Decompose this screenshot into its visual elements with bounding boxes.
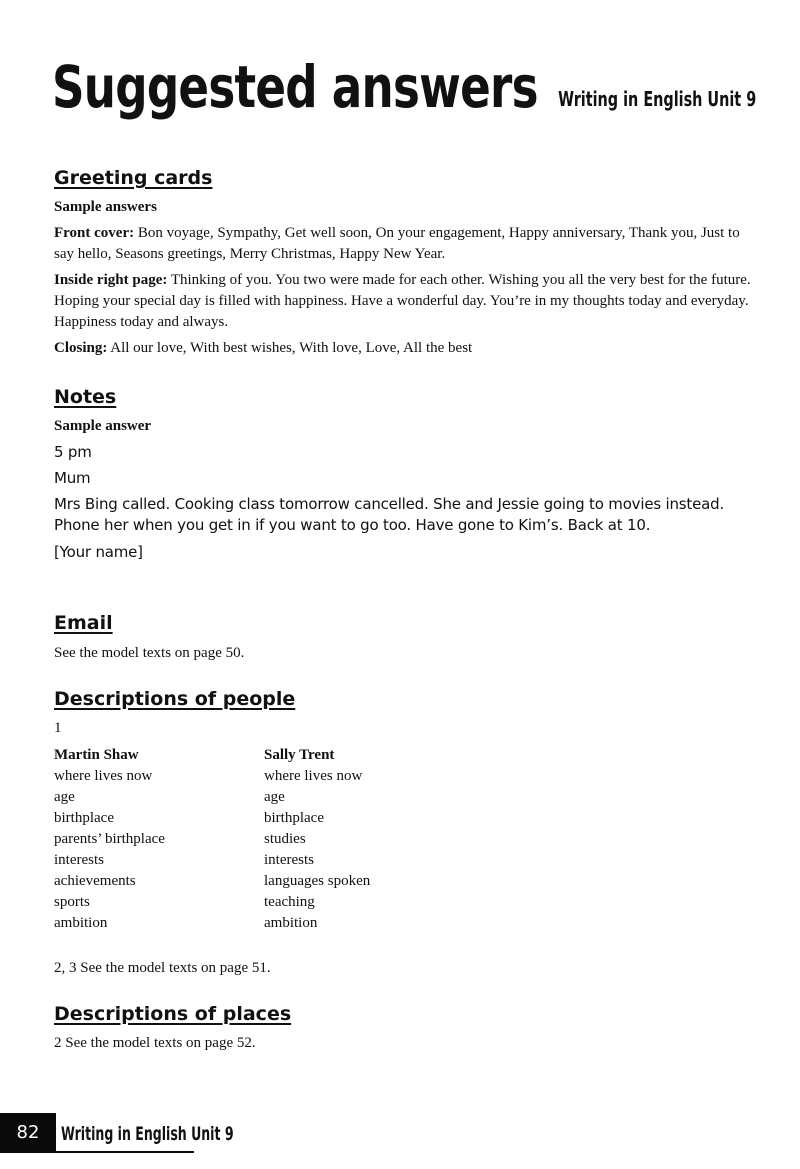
- closing-paragraph: [54, 338, 758, 359]
- greeting-cards-section: [54, 197, 758, 359]
- page-number: 82: [0, 1113, 56, 1153]
- list-item: birthplace: [54, 810, 114, 826]
- footer-rule: [56, 1151, 194, 1153]
- front-cover-label: Front cover:: [54, 225, 135, 241]
- list-item: interests: [54, 852, 104, 868]
- descriptions-places-block: [54, 1033, 758, 1054]
- page-title: Suggested answers: [52, 53, 538, 121]
- sally-trent-list: [264, 766, 464, 934]
- descriptions-people-note-block: [54, 958, 758, 979]
- list-item: studies: [264, 831, 306, 847]
- list-item: age: [264, 789, 285, 805]
- sally-trent-column: [264, 745, 464, 934]
- list-item: ambition: [264, 915, 318, 931]
- list-item: ambition: [54, 915, 108, 931]
- notes-time: 5 pm: [54, 443, 92, 461]
- list-item: where lives now: [54, 768, 153, 784]
- list-item: achievements: [54, 873, 136, 889]
- list-item: sports: [54, 894, 90, 910]
- list-item: teaching: [264, 894, 315, 910]
- greeting-sample-label: Sample answers: [54, 199, 157, 215]
- email-section: [54, 643, 758, 664]
- notes-sample-label: Sample answer: [54, 418, 152, 434]
- notes-signature: [Your name]: [54, 543, 143, 561]
- martin-shaw-column: [54, 745, 254, 934]
- inside-page-text: Thinking of you. You two were made for each other. Wishing you all the very best for the future. Hoping your special day is filled with happiness. Have a wonderful day. You’re in my thoughts today and everyday. Happiness today and always.: [54, 272, 751, 330]
- list-item: interests: [264, 852, 314, 868]
- closing-text: All our love, With best wishes, With love, Love, All the best: [107, 340, 473, 356]
- inside-page-label: Inside right page:: [54, 272, 168, 288]
- martin-shaw-title: Martin Shaw: [54, 747, 139, 763]
- inside-page-paragraph: [54, 270, 758, 333]
- page-footer: [0, 1113, 234, 1153]
- footer-unit-label: Writing in English Unit 9: [61, 1123, 234, 1145]
- descriptions-places-note: 2 See the model texts on page 52.: [54, 1035, 256, 1051]
- list-item: languages spoken: [264, 873, 371, 889]
- front-cover-text: Bon voyage, Sympathy, Get well soon, On your engagement, Happy anniversary, Thank you, Just to say hello, Seasons greetings, Merry Christmas, Happy New Year.: [54, 225, 740, 262]
- greeting-cards-heading: Greeting cards: [54, 167, 213, 189]
- list-item: where lives now: [264, 768, 363, 784]
- email-heading: Email: [54, 612, 113, 634]
- martin-shaw-list: [54, 766, 254, 934]
- notes-heading: Notes: [54, 386, 117, 408]
- list-item: age: [54, 789, 75, 805]
- descriptions-people-note: 2, 3 See the model texts on page 51.: [54, 960, 271, 976]
- front-cover-paragraph: [54, 223, 758, 265]
- descriptions-people-number: [54, 718, 758, 739]
- sally-trent-title: Sally Trent: [264, 747, 335, 763]
- header-unit-label: Writing in English Unit 9: [557, 87, 756, 111]
- item-number: 1: [54, 720, 62, 736]
- descriptions-places-heading: Descriptions of places: [54, 1003, 292, 1025]
- notes-section: [54, 416, 758, 563]
- descriptions-people-heading: Descriptions of people: [54, 688, 296, 710]
- notes-message: Mrs Bing called. Cooking class tomorrow cancelled. She and Jessie going to movies instead. Phone her when you get in if you want to go too. Have gone to Kim’s. Back at 10.: [54, 495, 725, 534]
- closing-label: Closing:: [54, 340, 108, 356]
- email-text: See the model texts on page 50.: [54, 645, 245, 661]
- list-item: birthplace: [264, 810, 324, 826]
- list-item: parents’ birthplace: [54, 831, 165, 847]
- notes-recipient: Mum: [54, 469, 91, 487]
